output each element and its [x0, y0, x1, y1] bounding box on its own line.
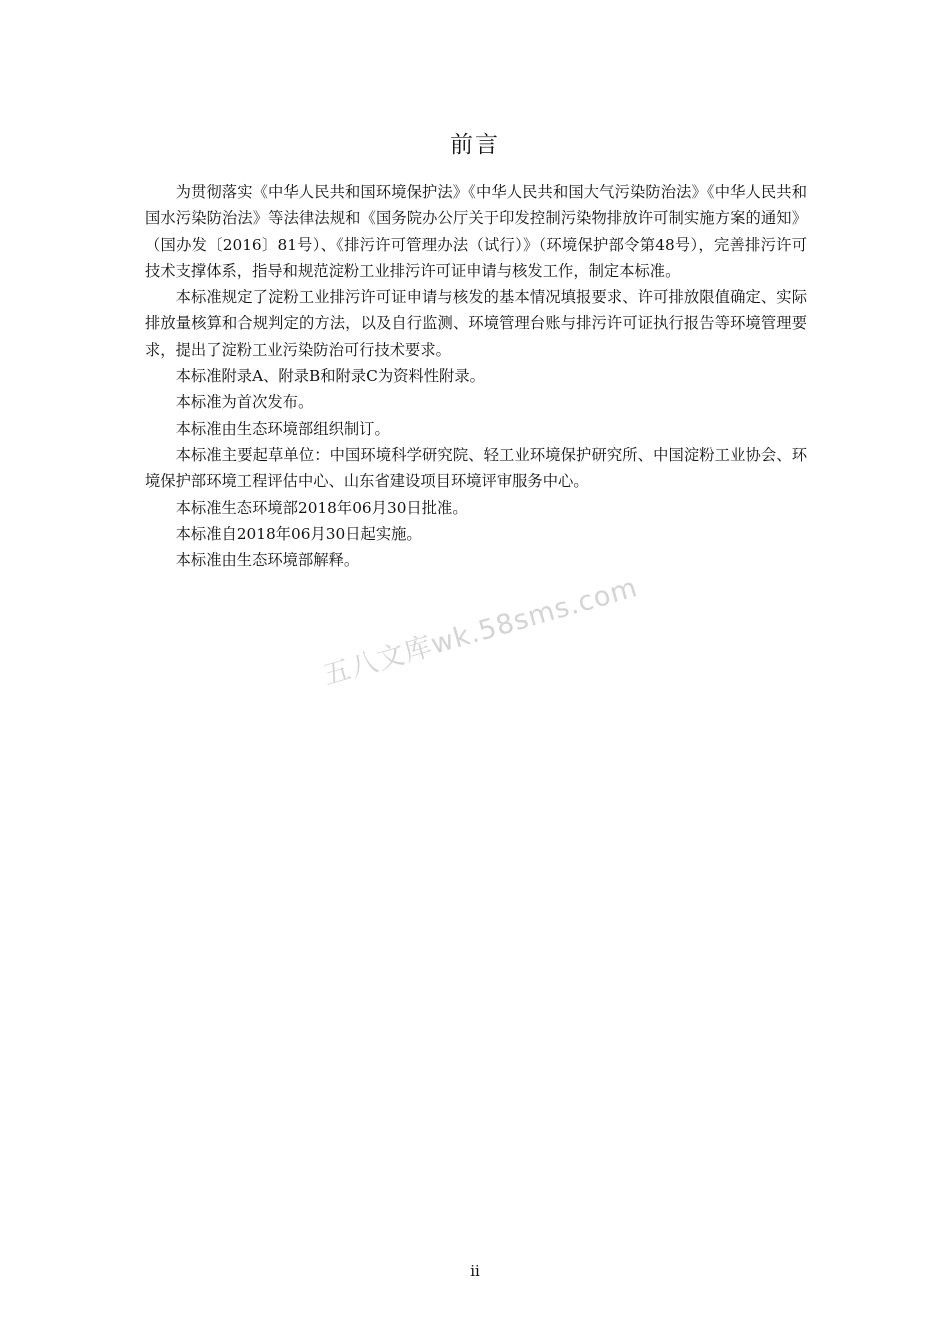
paragraph-appendix: 本标准附录A、附录B和附录C为资料性附录。 [175, 367, 485, 386]
page-title: 前言 [450, 132, 500, 158]
watermark: 五八文库wk.58sms.com [319, 572, 642, 692]
page-number: ii [470, 1262, 480, 1280]
paragraph-organizer: 本标准由生态环境部组织制订。 [175, 419, 390, 438]
paragraph-interpretation: 本标准由生态环境部解释。 [175, 551, 360, 570]
paragraph-first-release: 本标准为首次发布。 [175, 393, 314, 412]
paragraph-approval-date: 本标准生态环境部2018年06月30日批准。 [175, 498, 468, 517]
paragraph-purpose: 为贯彻落实《中华人民共和国环境保护法》《中华人民共和国大气污染防治法》《中华人民共和国水污染防治法》等法律法规和《国务院办公厅关于印发控制污染物排放许可制实施方案的通知》（国办发〔2016〕81号）、《排污许可管理办法（试行）》（环境保护部令第48号），完善排污许可技术支撑体系，指导和规范淀粉工业排污许可证申请与核发工作，制定本标准。 [145, 183, 807, 280]
paragraph-scope: 本标准规定了淀粉工业排污许可证申请与核发的基本情况填报要求、许可排放限值确定、实际排放量核算和合规判定的方法，以及自行监测、环境管理台账与排污许可证执行报告等环境管理要求，提出了淀粉工业污染防治可行技术要求。 [145, 288, 807, 359]
paragraph-drafting-units: 本标准主要起草单位：中国环境科学研究院、轻工业环境保护研究所、中国淀粉工业协会、环境保护部环境工程评估中心、山东省建设项目环境评审服务中心。 [145, 445, 807, 491]
paragraph-effective-date: 本标准自2018年06月30日起实施。 [175, 524, 422, 543]
preface-body [145, 179, 807, 573]
